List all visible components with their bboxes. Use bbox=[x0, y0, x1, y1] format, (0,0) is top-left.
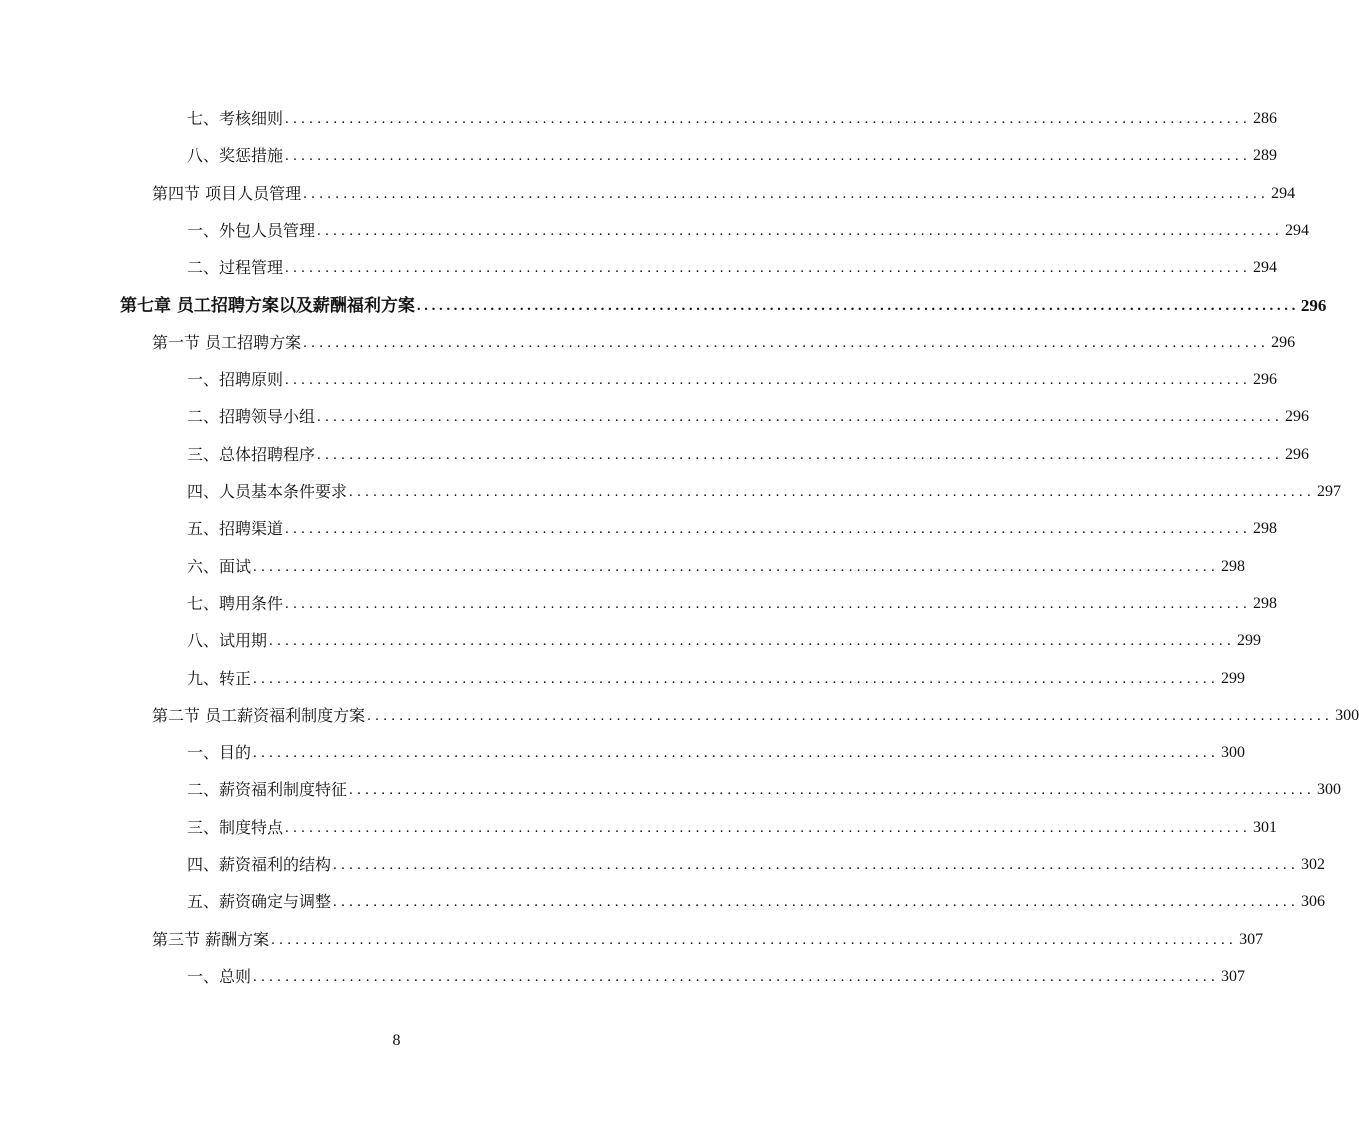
toc-entry-page: 294 bbox=[1253, 259, 1278, 277]
toc-leader-dots: ........................................................................................................................ bbox=[285, 372, 1252, 389]
toc-entry[interactable] bbox=[187, 512, 1278, 546]
toc-entry-title: 七、聘用条件 bbox=[187, 593, 284, 613]
toc-leader-dots: ........................................................................................................................ bbox=[333, 857, 1300, 873]
toc-entry-page: 300 bbox=[1335, 706, 1359, 724]
toc-entry-page: 307 bbox=[1239, 930, 1264, 948]
toc-entry-page: 307 bbox=[1221, 967, 1246, 985]
toc-entry[interactable] bbox=[120, 289, 1327, 323]
toc-leader-dots: ........................................................................................................................ bbox=[303, 334, 1270, 351]
toc-entry-page: 297 bbox=[1317, 483, 1342, 500]
toc-entry-title: 二、过程管理 bbox=[187, 258, 284, 278]
toc-entry[interactable] bbox=[187, 587, 1278, 621]
toc-leader-dots: ........................................................................................................................ bbox=[253, 670, 1220, 687]
toc-leader-dots: ........................................................................................................................ bbox=[285, 148, 1252, 165]
toc-leader-dots: ........................................................................................................................ bbox=[349, 782, 1316, 799]
toc-entry[interactable] bbox=[152, 699, 1359, 733]
toc-leader-dots: ........................................................................................................................ bbox=[253, 745, 1220, 762]
toc-entry[interactable] bbox=[187, 773, 1342, 807]
toc-entry[interactable] bbox=[187, 736, 1246, 770]
toc-leader-dots: ........................................................................................................................ bbox=[333, 894, 1300, 911]
toc-entry-title: 二、薪资福利制度特征 bbox=[187, 780, 348, 800]
toc-entry-page: 298 bbox=[1221, 557, 1246, 575]
toc-entry-title: 三、制度特点 bbox=[187, 817, 284, 837]
toc-entry-page: 296 bbox=[1253, 371, 1278, 389]
toc-entry-page: 300 bbox=[1317, 781, 1342, 799]
toc-entry[interactable] bbox=[187, 624, 1262, 658]
toc-entry-page: 298 bbox=[1253, 520, 1278, 538]
toc-leader-dots: ........................................................................................................................ bbox=[253, 968, 1220, 985]
toc-entry-page: 299 bbox=[1221, 669, 1246, 687]
toc-leader-dots: ........................................................................................................................ bbox=[303, 185, 1270, 202]
toc-entry[interactable] bbox=[187, 960, 1246, 994]
toc-leader-dots: ........................................................................................................................ bbox=[285, 595, 1252, 612]
toc-entry-page: 298 bbox=[1253, 594, 1278, 612]
toc-entry-title: 一、招聘原则 bbox=[187, 370, 284, 390]
toc-entry[interactable] bbox=[152, 177, 1296, 211]
toc-entry-title: 八、试用期 bbox=[187, 631, 268, 651]
toc-entry-page: 306 bbox=[1301, 893, 1326, 911]
toc-entry-title: 第四节 项目人员管理 bbox=[152, 183, 302, 203]
toc-entry[interactable] bbox=[187, 438, 1310, 472]
toc-entry[interactable] bbox=[187, 251, 1278, 285]
toc-leader-dots: ........................................................................................................................ bbox=[271, 931, 1238, 948]
toc-entry[interactable] bbox=[152, 326, 1296, 360]
toc-leader-dots: ........................................................................................................................ bbox=[285, 521, 1252, 538]
toc-entry-title: 一、目的 bbox=[187, 743, 252, 763]
toc-entry-title: 六、面试 bbox=[187, 556, 252, 576]
toc-entry-title: 第三节 薪酬方案 bbox=[152, 929, 270, 949]
toc-entry-page: 296 bbox=[1285, 408, 1310, 426]
toc-entry[interactable] bbox=[187, 848, 1326, 882]
toc-leader-dots: ........................................................................................................................ bbox=[317, 446, 1284, 463]
toc-leader-dots: ........................................................................................................................ bbox=[285, 819, 1252, 836]
toc-leader-dots: ........................................................................................................................ bbox=[269, 633, 1236, 650]
toc-entry-title: 五、薪资确定与调整 bbox=[187, 892, 332, 912]
toc-entry-page: 296 bbox=[1285, 445, 1310, 463]
toc-entry-page: 296 bbox=[1271, 333, 1296, 351]
toc-entry-title: 第二节 员工薪资福利制度方案 bbox=[152, 705, 366, 725]
toc-leader-dots: ........................................................................................................................ bbox=[285, 260, 1252, 277]
toc-entry[interactable] bbox=[187, 475, 1342, 509]
toc-leader-dots: ........................................................................................................................ bbox=[416, 297, 1299, 314]
toc-leader-dots: ........................................................................................................................ bbox=[285, 111, 1252, 127]
toc-entry[interactable] bbox=[187, 400, 1310, 434]
toc-entry[interactable] bbox=[152, 923, 1264, 957]
toc-entry-title: 一、外包人员管理 bbox=[187, 220, 316, 240]
toc-entry-page: 302 bbox=[1301, 856, 1326, 873]
toc-entry-page: 294 bbox=[1285, 221, 1310, 239]
toc-entry-page: 299 bbox=[1237, 632, 1262, 650]
toc-entry-title: 三、总体招聘程序 bbox=[187, 444, 316, 464]
toc-entry[interactable] bbox=[187, 363, 1278, 397]
toc-leader-dots: ........................................................................................................................ bbox=[317, 409, 1284, 426]
page-number: 8 bbox=[392, 1032, 401, 1049]
toc-entry-page: 301 bbox=[1253, 818, 1278, 836]
toc-entry[interactable] bbox=[187, 550, 1246, 584]
toc-entry-title: 第七章 员工招聘方案以及薪酬福利方案 bbox=[120, 295, 415, 316]
toc-entry-page: 286 bbox=[1253, 110, 1278, 127]
toc-entry-title: 七、考核细则 bbox=[187, 109, 284, 128]
toc-entry[interactable] bbox=[187, 139, 1278, 173]
toc-entry-page: 294 bbox=[1271, 184, 1296, 202]
toc-entry-title: 八、奖惩措施 bbox=[187, 146, 284, 166]
toc-leader-dots: ........................................................................................................................ bbox=[367, 707, 1334, 724]
toc-entry-title: 四、薪资福利的结构 bbox=[187, 855, 332, 874]
toc-leader-dots: ........................................................................................................................ bbox=[317, 222, 1284, 239]
toc-leader-dots: ........................................................................................................................ bbox=[349, 484, 1316, 500]
toc-entry-title: 一、总则 bbox=[187, 966, 252, 986]
toc-entry[interactable] bbox=[187, 811, 1278, 845]
toc-leader-dots: ........................................................................................................................ bbox=[253, 558, 1220, 575]
toc-entry[interactable] bbox=[187, 662, 1246, 696]
toc-entry-page: 300 bbox=[1221, 744, 1246, 762]
toc-entry-page: 296 bbox=[1300, 295, 1327, 315]
toc-entry[interactable] bbox=[187, 885, 1326, 919]
toc-entry[interactable] bbox=[187, 102, 1278, 136]
toc-entry-title: 第一节 员工招聘方案 bbox=[152, 332, 302, 352]
toc-entry-title: 二、招聘领导小组 bbox=[187, 407, 316, 427]
toc-entry-page: 289 bbox=[1253, 147, 1278, 165]
toc-entry-title: 四、人员基本条件要求 bbox=[187, 482, 348, 501]
toc-entry-title: 九、转正 bbox=[187, 668, 252, 688]
toc-entry[interactable] bbox=[187, 214, 1310, 248]
toc-entry-title: 五、招聘渠道 bbox=[187, 519, 284, 539]
